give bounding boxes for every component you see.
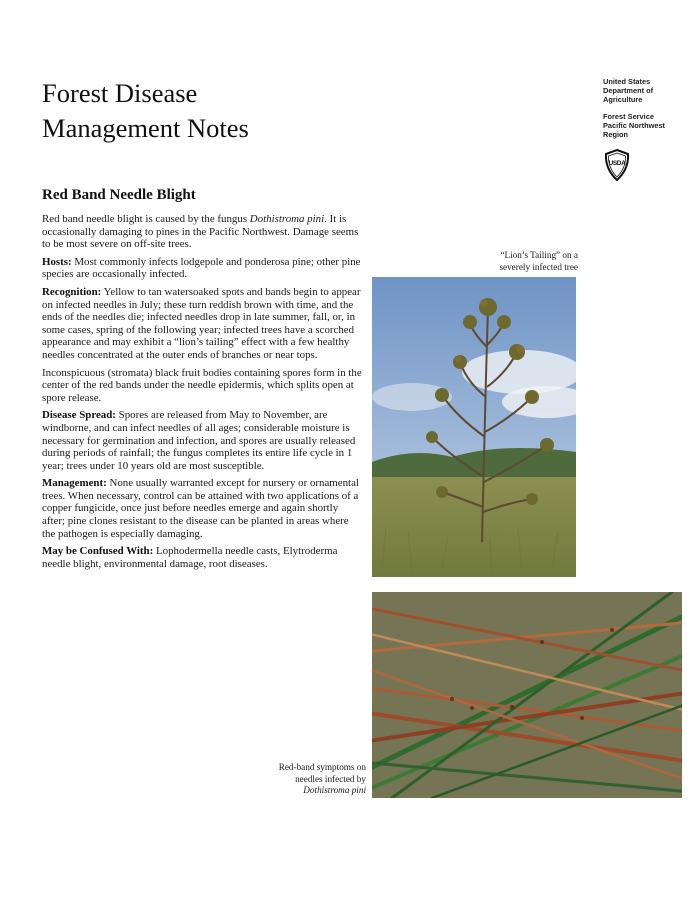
photo2-caption: Red-band symptoms on needles infected by Dothistroma pini xyxy=(278,762,366,795)
lions-tailing-tree-photo xyxy=(372,277,576,577)
intro-paragraph: Red band needle blight is caused by the fungus Dothistroma pini. It is occasionally damaging to pines in the Pacific Northwest. Damage seems to be most severe on off-site trees. xyxy=(42,213,359,251)
forest-service-shield-icon xyxy=(603,149,631,181)
spread-label: Disease Spread: xyxy=(42,409,116,422)
red-band-needles-photo xyxy=(372,592,682,798)
photo1-caption: “Lion’s Tailing” on a severely infected tree xyxy=(499,250,578,272)
article-column xyxy=(42,186,362,575)
recognition-paragraph: Recognition: Yellow to tan watersoaked spots and bands begin to appear on infected needles in July; these turn reddish brown with time, and the ends of the needles die; infected needles drop in late summer, fall, or, in some cases, spring of the following year; infected trees have a scorched appearance and may exhibit a “lion’s tailing” effect with a few healthy needles concentrated at the outer ends of branches or near tops. xyxy=(42,285,361,361)
management-label: Management: xyxy=(42,477,107,490)
spread-paragraph: Disease Spread: Spores are released from May to November, are windborne, and can infect needles of all ages; considerable moisture is necessary for germination and infection, and spores are usually released during periods of rainfall; the fungus completes its entire life cycle in 1 year; trees under 10 years old are most susceptible. xyxy=(42,409,356,472)
management-paragraph: Management: None usually warranted except for nursery or ornamental trees. When necessary, control can be attained with two applications of a copper fungicide, once just before needles emerge and again shortly after; pine clones resistant to the disease can be planted in areas where the pathogen is especially damaging. xyxy=(42,477,359,540)
recognition-label: Recognition: xyxy=(42,285,102,298)
species-name: Dothistroma pini xyxy=(249,213,325,225)
agency-line-2: Department of xyxy=(603,86,654,95)
page-title xyxy=(42,76,249,146)
agency-line-6: Region xyxy=(603,130,629,139)
agency-line-3: Agriculture xyxy=(603,95,643,104)
confused-label: May be Confused With: xyxy=(42,545,154,558)
title-line-1: Forest Disease xyxy=(42,78,198,108)
agency-line-1: United States xyxy=(603,77,651,86)
agency-block xyxy=(603,77,687,139)
agency-line-4: Forest Service xyxy=(603,112,654,121)
confused-paragraph: May be Confused With: Lophodermella needle casts, Elytroderma needle blight, environmental damage, root diseases. xyxy=(42,545,338,570)
hosts-label: Hosts: xyxy=(42,255,72,268)
logo-text: USDA xyxy=(608,160,626,167)
agency-line-5: Pacific Northwest xyxy=(603,121,666,130)
stromata-paragraph: Inconspicuous (stromata) black fruit bodies containing spores form in the center of the red bands under the needle epidermis, which splits open at spore release. xyxy=(42,366,362,404)
hosts-paragraph: Hosts: Most commonly infects lodgepole and ponderosa pine; other pine species are occasionally infected. xyxy=(42,255,361,281)
title-line-2: Management Notes xyxy=(42,113,249,143)
article-title: Red Band Needle Blight xyxy=(42,187,196,203)
